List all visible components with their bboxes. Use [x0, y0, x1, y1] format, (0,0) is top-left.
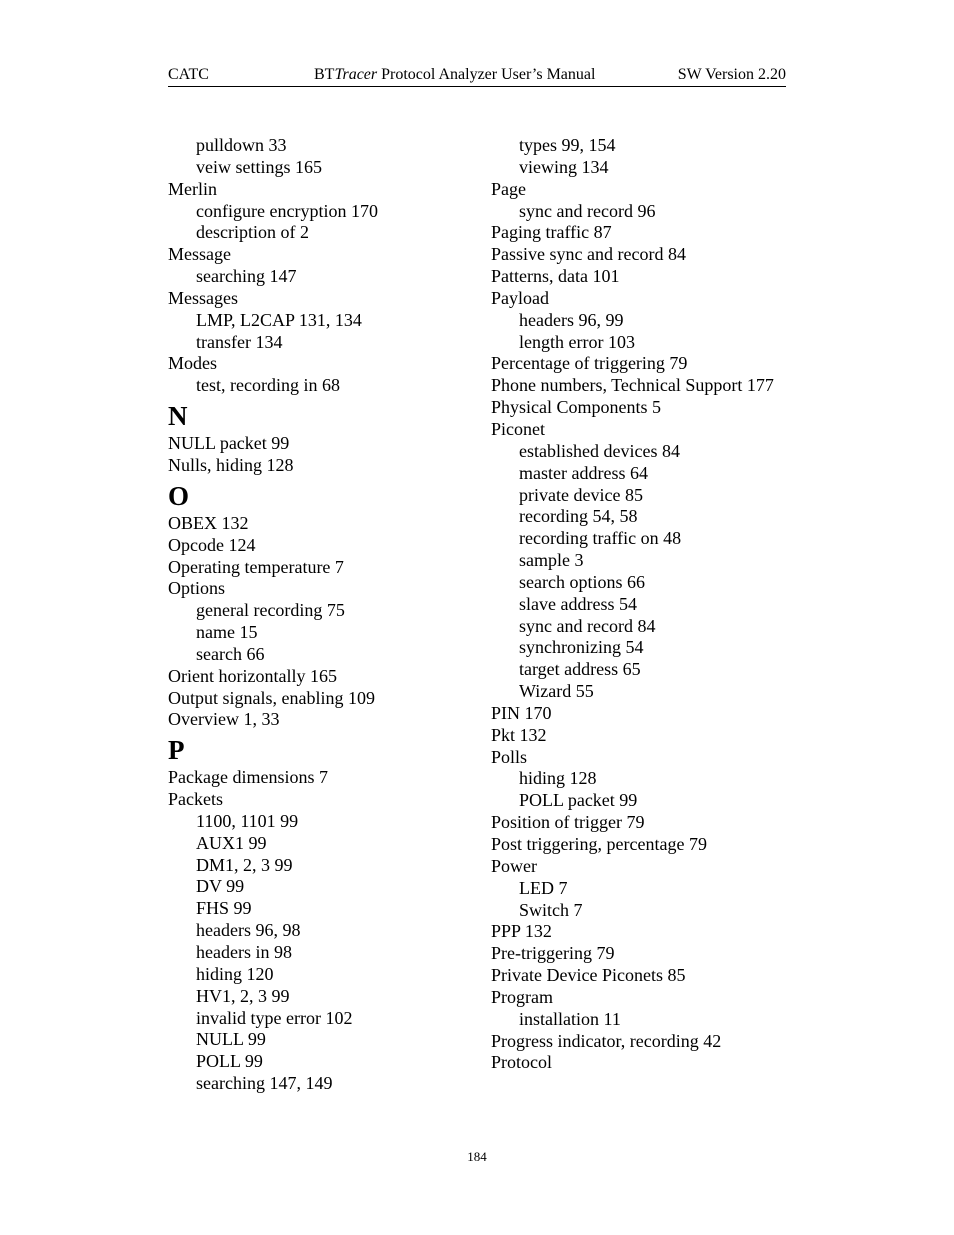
index-subentry: hiding 128 [519, 768, 597, 789]
index-subentry: Switch 7 [519, 899, 583, 920]
index-subentry: recording 54, 58 [519, 506, 638, 527]
index-entry: Packets [168, 789, 223, 810]
index-subentry: headers 96, 99 [519, 309, 624, 330]
index-subentry: FHS 99 [196, 898, 252, 919]
index-subentry: synchronizing 54 [519, 637, 644, 658]
header-title-prefix: BT [314, 66, 335, 83]
index-subentry: search 66 [196, 643, 265, 664]
index-subentry: invalid type error 102 [196, 1007, 353, 1028]
index-subentry: recording traffic on 48 [519, 528, 682, 549]
index-section-letter: O [168, 480, 190, 511]
index-subentry: types 99, 154 [519, 135, 616, 155]
index-entry: Output signals, enabling 109 [168, 687, 375, 708]
index-entry: Post triggering, percentage 79 [491, 834, 707, 854]
index-entry: Messages [168, 287, 238, 308]
index-subentry: veiw settings 165 [196, 156, 322, 177]
index-entry: Modes [168, 353, 217, 374]
index-subentry: HV1, 2, 3 99 [196, 985, 290, 1006]
index-subentry: Wizard 55 [519, 681, 594, 702]
index-subentry: AUX1 99 [196, 832, 267, 853]
index-subentry: POLL 99 [196, 1051, 263, 1072]
index-subentry: test, recording in 68 [196, 375, 340, 396]
index-subentry: LMP, L2CAP 131, 134 [196, 309, 362, 330]
index-subentry: POLL packet 99 [519, 790, 638, 811]
index-entry: Patterns, data 101 [491, 266, 620, 287]
index-entry: OBEX 132 [168, 512, 249, 533]
index-subentry: private device 85 [519, 484, 643, 505]
index-subentry: headers in 98 [196, 942, 292, 962]
index-entry: Page [491, 178, 526, 199]
index-subentry: installation 11 [519, 1008, 621, 1029]
header-company: CATC [168, 66, 209, 83]
index-subentry: established devices 84 [519, 440, 680, 461]
index-entry: Pkt 132 [491, 724, 547, 745]
index-entry: Passive sync and record 84 [491, 244, 686, 265]
index-entry: Piconet [491, 418, 545, 439]
index-entry: Paging traffic 87 [491, 222, 612, 243]
index-subentry: viewing 134 [519, 156, 609, 177]
header-title-suffix: Protocol Analyzer User’s Manual [377, 66, 596, 83]
index-entry: Pre-triggering 79 [491, 943, 615, 964]
index-entry: Private Device Piconets 85 [491, 965, 686, 986]
header-manual-title [314, 66, 595, 84]
index-entry: Package dimensions 7 [168, 767, 328, 788]
index-subentry: transfer 134 [196, 331, 283, 352]
index-subentry: DV 99 [196, 876, 245, 897]
index-entry: Nulls, hiding 128 [168, 454, 294, 475]
index-subentry: target address 65 [519, 659, 641, 680]
index-subentry: headers 96, 98 [196, 920, 301, 941]
index-entry: Protocol [491, 1052, 552, 1073]
index-entry: Physical Components 5 [491, 397, 661, 418]
index-subentry: general recording 75 [196, 600, 345, 621]
index-subentry: searching 147, 149 [196, 1073, 333, 1094]
index-subentry: DM1, 2, 3 99 [196, 854, 293, 875]
index-entry: Progress indicator, recording 42 [491, 1030, 722, 1051]
index-entry: Options [168, 578, 226, 599]
index-entry: Polls [491, 746, 528, 767]
index-column-right [491, 135, 801, 1074]
index-subentry: hiding 120 [196, 963, 274, 984]
index-entry: Percentage of triggering 79 [491, 353, 688, 374]
index-entry: Overview 1, 33 [168, 709, 280, 730]
index-entry: Position of trigger 79 [491, 812, 645, 833]
page-header [168, 64, 786, 87]
index-entry: Message [168, 244, 231, 265]
index-subentry: 1100, 1101 99 [196, 810, 299, 831]
index-subentry: NULL 99 [196, 1029, 266, 1050]
index-entry: Phone numbers, Technical Support 177 [491, 375, 774, 396]
index-entry: Power [491, 855, 537, 876]
index-entry: Orient horizontally 165 [168, 665, 337, 686]
index-column-left [168, 135, 468, 1095]
index-entry: Merlin [168, 178, 217, 199]
index-subentry: length error 103 [519, 331, 635, 352]
index-entry: NULL packet 99 [168, 433, 290, 454]
index-subentry: sync and record 84 [519, 615, 656, 636]
page-number: 184 [467, 1149, 487, 1164]
header-version: SW Version 2.20 [677, 66, 786, 83]
index-subentry: sync and record 96 [519, 200, 656, 221]
index-subentry: description of 2 [196, 222, 309, 243]
index-subentry: searching 147 [196, 266, 297, 287]
index-subentry: name 15 [196, 622, 258, 643]
index-subentry: search options 66 [519, 571, 645, 592]
index-subentry: configure encryption 170 [196, 200, 378, 221]
index-subentry: slave address 54 [519, 593, 637, 614]
index-entry: Program [491, 986, 553, 1007]
index-subentry: LED 7 [519, 877, 568, 898]
index-entry: PPP 132 [491, 921, 552, 942]
index-entry: Opcode 124 [168, 534, 256, 555]
index-section-letter: N [168, 401, 188, 432]
index-subentry: sample 3 [519, 550, 584, 571]
index-subentry: master address 64 [519, 462, 648, 483]
header-title-italic: Tracer [334, 66, 378, 83]
index-section-letter: P [168, 735, 185, 766]
index-entry: Operating temperature 7 [168, 556, 344, 577]
index-entry: PIN 170 [491, 702, 552, 723]
index-subentry: pulldown 33 [196, 135, 287, 155]
index-entry: Payload [491, 287, 549, 308]
